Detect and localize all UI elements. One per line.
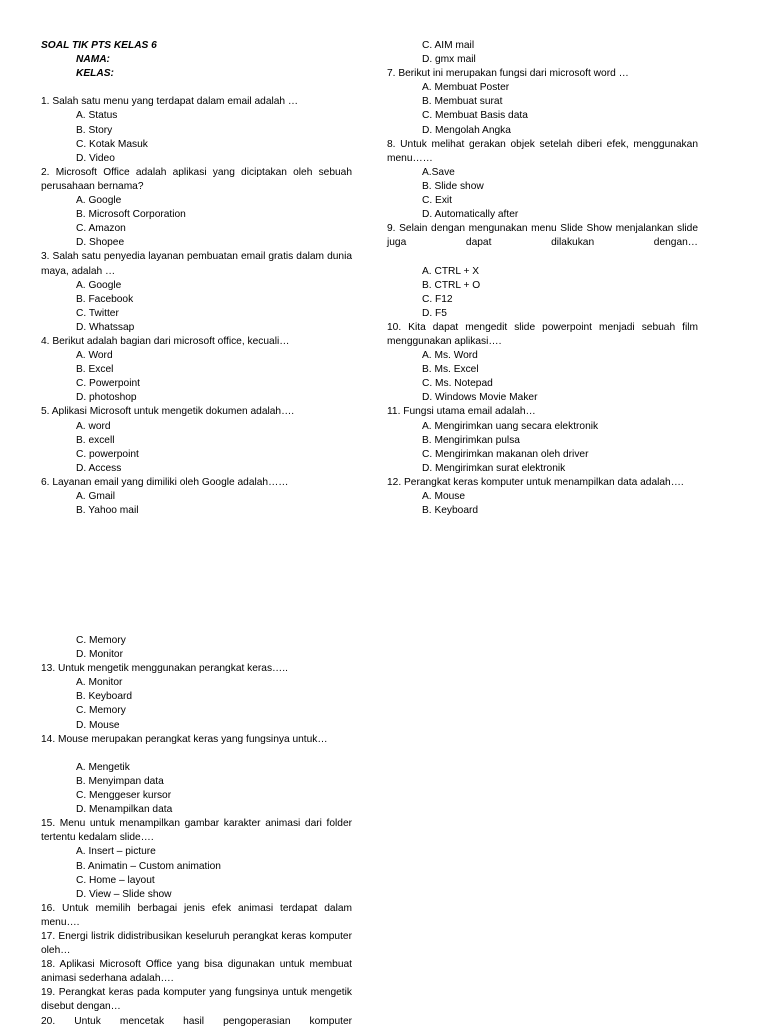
q7-option-b: B. Membuat surat [422, 96, 503, 108]
q4-option-a: A. Word [76, 350, 113, 362]
q9-option-b: B. CTRL + O [422, 279, 481, 291]
q8-option-c: C. Exit [422, 195, 453, 207]
q13-option-b: B. Keyboard [76, 691, 133, 703]
q11-option-d: D. Mengirimkan surat elektronik [422, 462, 566, 474]
q7-option-a: A. Membuat Poster [422, 82, 510, 94]
q3-option-a: A. Google [76, 279, 122, 291]
q5-option-a: A. word [76, 420, 111, 432]
question-9: 9. Selain dengan mengunakan menu Slide Show menjalankan slide juga dapat dilakukan dengan… [387, 223, 698, 249]
q2-option-b: B. Microsoft Corporation [76, 209, 186, 221]
question-8: 8. Untuk melihat gerakan objek setelah diberi efek, menggunakan menu…… [387, 138, 698, 164]
q6-option-a: A. Gmail [76, 491, 116, 502]
question-19: 19. Perangkat keras pada komputer yang fungsinya untuk mengetik disebut dengan… [41, 987, 352, 1013]
q11-option-b: B. Mengirimkan pulsa [422, 434, 520, 446]
question-6: 6. Layanan email yang dimiliki oleh Google adalah…… [41, 476, 289, 488]
q6-option-d: D. gmx mail [422, 54, 476, 66]
question-13: 13. Untuk mengetik menggunakan perangkat keras….. [41, 663, 288, 675]
q1-option-a: A. Status [76, 110, 118, 122]
q4-option-b: B. Excel [76, 364, 114, 376]
q2-option-d: D. Shopee [76, 237, 125, 249]
q2-option-c: C. Amazon [76, 223, 126, 235]
q5-option-c: C. powerpoint [76, 448, 139, 460]
kelas-label: KELAS: [76, 68, 114, 80]
question-7: 7. Berikut ini merupakan fungsi dari microsoft word … [387, 68, 629, 80]
q8-option-d: D. Automatically after [422, 209, 519, 221]
q9-option-d: D. F5 [422, 307, 447, 319]
question-17: 17. Energi listrik didistribusikan keseluruh perangkat keras komputer oleh… [41, 930, 352, 957]
q1-option-d: D. Video [76, 152, 115, 164]
q12-option-a: A. Mouse [422, 491, 466, 502]
q15-option-c: C. Home – layout [76, 874, 155, 886]
q6-option-b: B. Yahoo mail [76, 505, 139, 517]
q14-option-b: B. Menyimpan data [76, 775, 164, 787]
q14-option-d: D. Menampilkan data [76, 804, 173, 816]
q15-option-d: D. View – Slide show [76, 888, 172, 900]
q14-option-c: C. Menggeser kursor [76, 790, 172, 802]
q11-option-a: A. Mengirimkan uang secara elektronik [422, 420, 599, 432]
q5-option-d: D. Access [76, 462, 122, 474]
question-1: 1. Salah satu menu yang terdapat dalam email adalah … [41, 96, 299, 108]
q5-option-b: B. excell [76, 434, 115, 446]
question-4: 4. Berikut adalah bagian dari microsoft office, kecuali… [41, 335, 290, 347]
question-16: 16. Untuk memilih berbagai jenis efek animasi terdapat dalam menu…. [41, 902, 352, 928]
q8-option-b: B. Slide show [422, 180, 484, 192]
q9-option-c: C. F12 [422, 293, 453, 305]
q7-option-c: C. Membuat Basis data [422, 110, 528, 122]
spacer [41, 747, 352, 761]
doc-title: SOAL TIK PTS KELAS 6 [41, 40, 157, 51]
q6-option-c: C. AIM mail [422, 40, 475, 51]
question-2: 2. Microsoft Office adalah aplikasi yang diciptakan oleh sebuah perusahaan bernama? [41, 166, 352, 192]
q3-option-b: B. Facebook [76, 293, 134, 305]
q10-option-b: B. Ms. Excel [422, 364, 479, 376]
q13-option-c: C. Memory [76, 705, 126, 717]
q3-option-d: D. Whatssap [76, 321, 135, 333]
q10-option-c: C. Ms. Notepad [422, 378, 493, 390]
question-20: 20. Untuk mencetak hasil pengoperasian komputer [41, 1015, 352, 1027]
q14-option-a: A. Mengetik [76, 761, 130, 773]
q12-option-c: C. Memory [76, 635, 126, 646]
q4-option-d: D. photoshop [76, 392, 137, 404]
q15-option-b: B. Animatin – Custom animation [76, 860, 221, 872]
q11-option-c: C. Mengirimkan makanan oleh driver [422, 448, 589, 460]
q15-option-a: A. Insert – picture [76, 846, 156, 858]
lower-left-column [41, 634, 352, 1029]
q7-option-d: D. Mengolah Angka [422, 124, 511, 136]
q12-option-b: B. Keyboard [422, 505, 479, 517]
q13-option-a: A. Monitor [76, 677, 123, 689]
q8-option-a: A.Save [422, 166, 455, 178]
q9-option-a: A. CTRL + X [422, 265, 480, 277]
q10-option-d: D. Windows Movie Maker [422, 392, 538, 404]
question-14: 14. Mouse merupakan perangkat keras yang fungsinya untuk… [41, 733, 328, 745]
question-5: 5. Aplikasi Microsoft untuk mengetik dokumen adalah…. [41, 406, 295, 418]
q2-option-a: A. Google [76, 195, 122, 207]
q1-option-c: C. Kotak Masuk [76, 138, 148, 150]
question-15: 15. Menu untuk menampilkan gambar karakter animasi dari folder tertentu kedalam slide…. [41, 818, 352, 844]
question-12: 12. Perangkat keras komputer untuk menampilkan data adalah…. [387, 476, 684, 488]
right-column [387, 39, 698, 518]
left-column [41, 39, 352, 518]
q3-option-c: C. Twitter [76, 307, 119, 319]
question-10: 10. Kita dapat mengedit slide powerpoint menjadi sebuah film menggunakan aplikasi…. [387, 321, 698, 347]
nama-label: NAMA: [76, 54, 110, 66]
q1-option-b: B. Story [76, 124, 113, 136]
q12-option-d: D. Monitor [76, 649, 123, 661]
spacer [41, 81, 352, 95]
q13-option-d: D. Mouse [76, 719, 120, 731]
q4-option-c: C. Powerpoint [76, 378, 140, 390]
question-3: 3. Salah satu penyedia layanan pembuatan email gratis dalam dunia maya, adalah … [41, 251, 352, 277]
q10-option-a: A. Ms. Word [422, 350, 478, 362]
question-18: 18. Aplikasi Microsoft Office yang bisa digunakan untuk membuat animasi sederhana adalah…. [41, 959, 352, 985]
spacer [387, 250, 698, 264]
question-11: 11. Fungsi utama email adalah… [387, 406, 536, 418]
